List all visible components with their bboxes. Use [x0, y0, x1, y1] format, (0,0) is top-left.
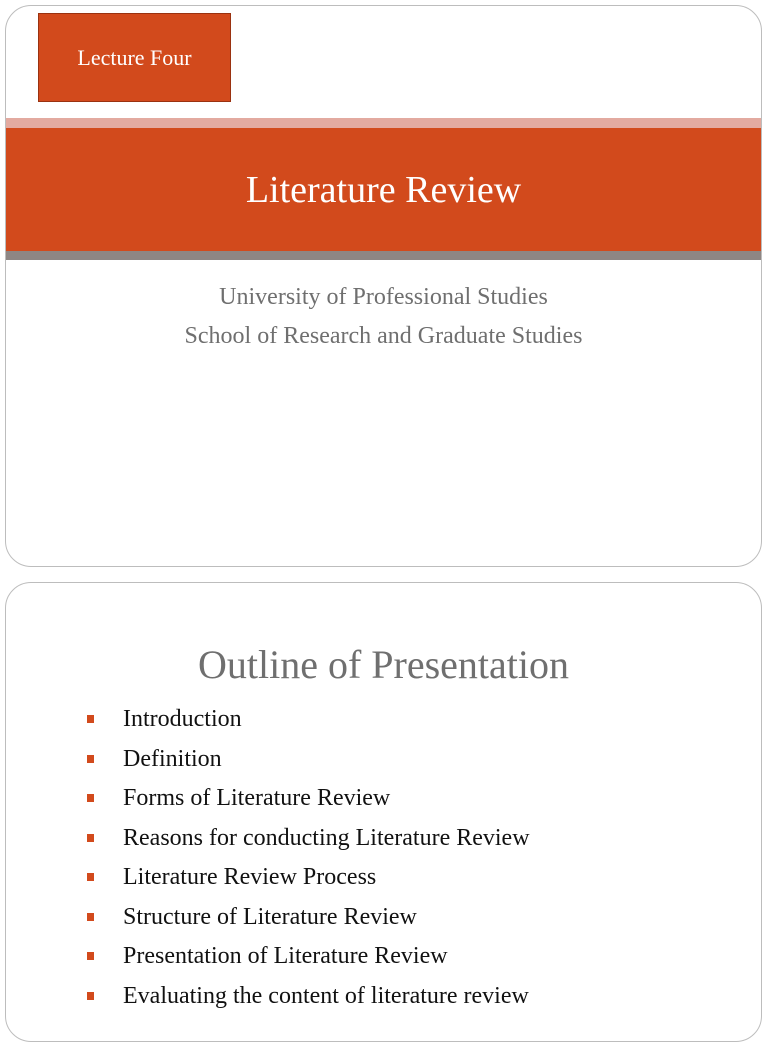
subtitle-block	[6, 278, 761, 356]
list-item	[84, 937, 530, 977]
subtitle-line-university: University of Professional Studies	[219, 284, 548, 310]
bullet-icon	[87, 873, 94, 881]
title-band	[6, 128, 761, 251]
outline-list	[84, 700, 530, 1016]
title-slide	[5, 5, 762, 567]
list-item	[84, 819, 530, 859]
list-item	[84, 700, 530, 740]
list-item-text: Evaluating the content of literature review	[123, 982, 529, 1009]
list-item	[84, 779, 530, 819]
lecture-label: Lecture Four	[77, 44, 192, 70]
list-item	[84, 977, 530, 1017]
bullet-icon	[87, 992, 94, 1000]
bullet-icon	[87, 913, 94, 921]
bullet-icon	[87, 755, 94, 763]
list-item-text: Definition	[123, 745, 222, 772]
divider-strip	[6, 251, 761, 260]
list-item-text: Reasons for conducting Literature Review	[123, 824, 530, 851]
list-item-text: Introduction	[123, 706, 242, 732]
list-item	[84, 898, 530, 938]
bullet-icon	[87, 834, 94, 842]
accent-strip	[6, 118, 761, 128]
outline-slide	[5, 582, 762, 1042]
list-item	[84, 858, 530, 898]
slide-title: Literature Review	[245, 168, 522, 211]
bullet-icon	[87, 794, 94, 802]
lecture-label-box	[38, 13, 231, 102]
outline-title: Outline of Presentation	[197, 642, 570, 687]
list-item-text: Presentation of Literature Review	[123, 943, 448, 969]
list-item	[84, 740, 530, 780]
list-item-text: Forms of Literature Review	[123, 785, 391, 811]
bullet-icon	[87, 715, 94, 723]
subtitle-line-school: School of Research and Graduate Studies	[184, 323, 583, 349]
list-item-text: Literature Review Process	[123, 864, 377, 890]
list-item-text: Structure of Literature Review	[123, 903, 417, 930]
bullet-icon	[87, 952, 94, 960]
